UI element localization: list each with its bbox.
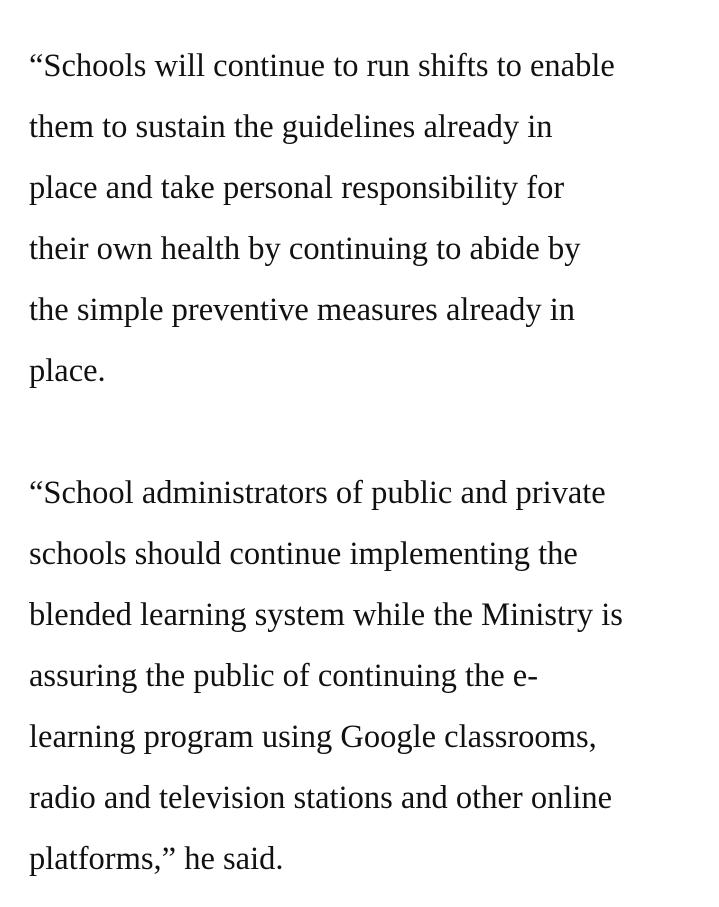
text-line: platforms,” he said. xyxy=(29,841,284,877)
text-line: them to sustain the guidelines already in xyxy=(29,109,553,145)
paragraph-gap xyxy=(29,402,709,463)
text-line: radio and television stations and other online xyxy=(29,780,613,816)
text-line: blended learning system while the Ministry is xyxy=(29,597,623,633)
text-line: place. xyxy=(29,353,106,389)
paragraph-2 xyxy=(29,463,709,890)
text-line: place and take personal responsibility for xyxy=(29,170,565,206)
paragraph-1 xyxy=(29,36,709,402)
article-body xyxy=(29,36,709,890)
text-line: schools should continue implementing the xyxy=(29,536,578,572)
text-line: “Schools will continue to run shifts to enable xyxy=(29,48,615,84)
text-line: learning program using Google classrooms, xyxy=(29,719,597,755)
text-line: assuring the public of continuing the e- xyxy=(29,658,539,694)
text-line: the simple preventive measures already in xyxy=(29,292,575,328)
text-line: their own health by continuing to abide by xyxy=(29,231,581,267)
text-line: “School administrators of public and private xyxy=(29,475,606,511)
